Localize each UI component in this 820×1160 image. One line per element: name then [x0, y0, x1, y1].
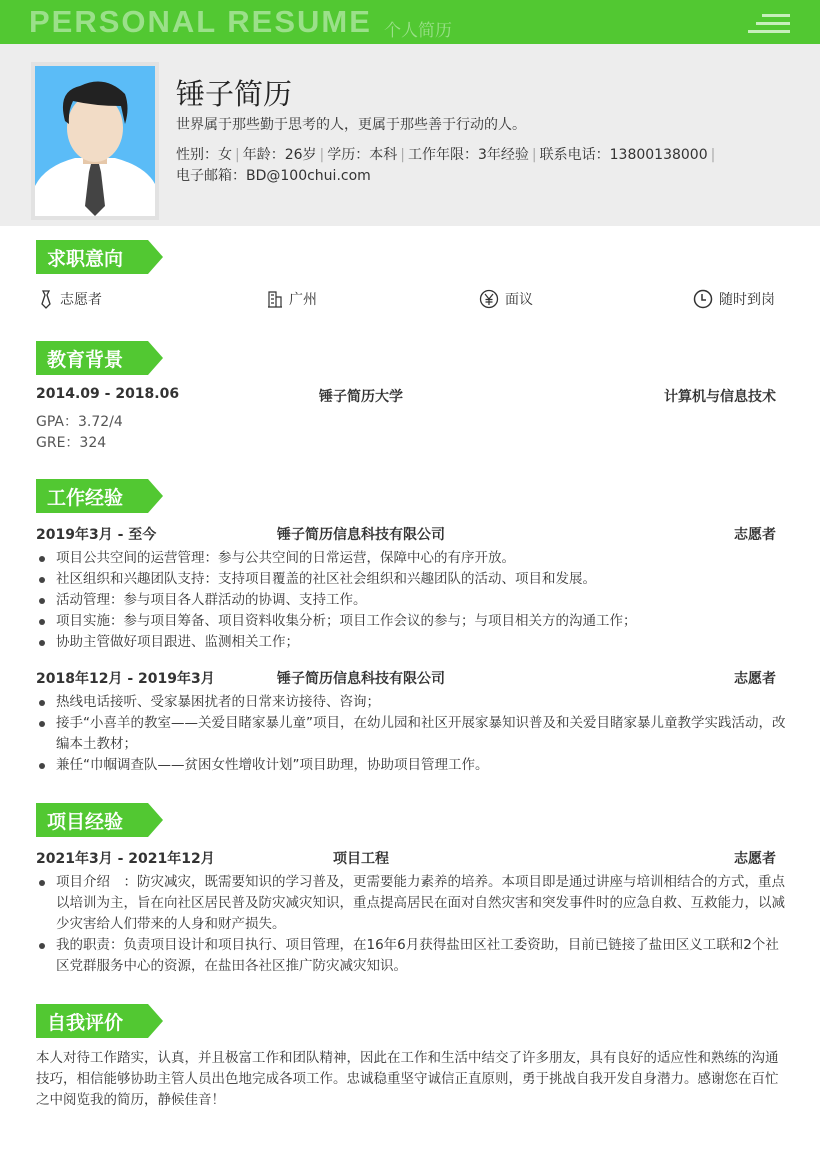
info-email: 电子邮箱：BD@100chui.com — [176, 168, 371, 184]
work-period: 2018年12月 - 2019年3月 — [36, 671, 215, 687]
section-header-project: 项目经验 — [36, 803, 163, 837]
section-header-education: 教育背景 — [36, 341, 163, 375]
list-item: 兼任“巾帼调查队——贫困女性增收计划”项目助理，协助项目管理工作。 — [36, 755, 786, 776]
work-role: 志愿者 — [734, 527, 776, 543]
education-period: 2014.09 - 2018.06 — [36, 386, 180, 402]
title-en: PERSONAL RESUME — [29, 4, 372, 39]
header-bar — [0, 0, 820, 44]
list-item: 接手“小喜羊的教室——关爱目睹家暴儿童”项目，在幼儿园和社区开展家暴知识普及和关爱目睹家暴儿童教学实践活动，改编本土教材； — [36, 713, 786, 755]
profile-motto: 世界属于那些勤于思考的人，更属于那些善于行动的人。 — [176, 117, 526, 133]
list-item: 协助主管做好项目跟进、监测相关工作； — [36, 632, 786, 653]
education-school: 锤子简历大学 — [319, 389, 403, 405]
avatar — [31, 62, 159, 220]
work-row — [36, 524, 776, 544]
profile-info: 性别：女 | 年龄：26岁 | 学历：本科 | 工作年限：3年经验 | 联系电话：13800138000 | 电子邮箱：BD@100chui.com — [176, 147, 716, 184]
project-row — [36, 848, 776, 868]
building-icon — [267, 289, 283, 309]
section-header-intent: 求职意向 — [36, 240, 163, 274]
info-years: 工作年限：3年经验 — [407, 147, 529, 163]
clock-icon — [693, 289, 713, 309]
info-gender: 性别：女 — [176, 147, 232, 163]
self-evaluation: 本人对待工作踏实，认真，并且极富工作和团队精神，因此在工作和生活中结交了许多朋友，具有良好的适应性和熟练的沟通技巧，相信能够协助主管人员出色地完成各项工作。忠诚稳重坚守诚信正直原则，勇于挑战自我开发自身潜力。感谢您在百忙之中阅览我的简历，静候佳音！ — [36, 1050, 779, 1108]
work-company: 锤子简历信息科技有限公司 — [277, 671, 445, 687]
title-cn: 个人简历 — [384, 21, 452, 41]
education-major: 计算机与信息技术 — [664, 389, 776, 405]
project-bullets — [36, 872, 786, 977]
section-header-self: 自我评价 — [36, 1004, 163, 1038]
list-item: 活动管理：参与项目各人群活动的协调、支持工作。 — [36, 590, 786, 611]
tie-icon — [38, 289, 54, 309]
project-period: 2021年3月 - 2021年12月 — [36, 851, 215, 867]
menu-icon[interactable] — [748, 14, 790, 34]
project-name: 项目工程 — [333, 851, 389, 867]
info-age: 年龄：26岁 — [242, 147, 317, 163]
work-company: 锤子简历信息科技有限公司 — [277, 527, 445, 543]
list-item: 社区组织和兴趣团队支持：支持项目覆盖的社区社会组织和兴趣团队的活动、项目和发展。 — [36, 569, 786, 590]
profile-name: 锤子简历 — [176, 77, 293, 111]
work-period: 2019年3月 - 至今 — [36, 527, 157, 543]
section-header-work: 工作经验 — [36, 479, 163, 513]
yen-icon — [479, 289, 499, 309]
list-item: 热线电话接听、受家暴困扰者的日常来访接待、咨询； — [36, 692, 786, 713]
intent-availability: 随时到岗 — [693, 289, 775, 309]
profile-section — [0, 44, 820, 226]
education-gre: GRE：324 — [36, 435, 107, 451]
work-row — [36, 668, 776, 688]
intent-city: 广州 — [267, 289, 317, 309]
info-education: 学历：本科 — [327, 147, 398, 163]
list-item: 项目公共空间的运营管理：参与公共空间的日常运营，保障中心的有序开放。 — [36, 548, 786, 569]
list-item: 我的职责：负责项目设计和项目执行、项目管理，在16年6月获得盐田区社工委资助，目前已链接了盐田区义工联和2个社区党群服务中心的资源，在盐田各社区推广防灾减灾知识。 — [36, 935, 786, 977]
work-bullets — [36, 548, 786, 653]
intent-position: 志愿者 — [38, 289, 102, 309]
list-item: 项目介绍 ：防灾减灾，既需要知识的学习普及，更需要能力素养的培养。本项目即是通过讲座与培训相结合的方式，重点以培训为主，旨在向社区居民普及防灾减灾知识，重点提高居民在面对自然灾害和突发事件时的应急自救、互救能力，以减少灾害给人们带来的人身和财产损失。 — [36, 872, 786, 935]
project-role: 志愿者 — [734, 851, 776, 867]
list-item: 项目实施：参与项目筹备、项目资料收集分析；项目工作会议的参与；与项目相关方的沟通工作； — [36, 611, 786, 632]
education-row — [36, 386, 776, 405]
intent-salary: 面议 — [479, 289, 533, 309]
work-role: 志愿者 — [734, 671, 776, 687]
education-gpa: GPA：3.72/4 — [36, 414, 123, 430]
work-bullets — [36, 692, 786, 776]
info-phone: 联系电话：13800138000 — [539, 147, 708, 163]
